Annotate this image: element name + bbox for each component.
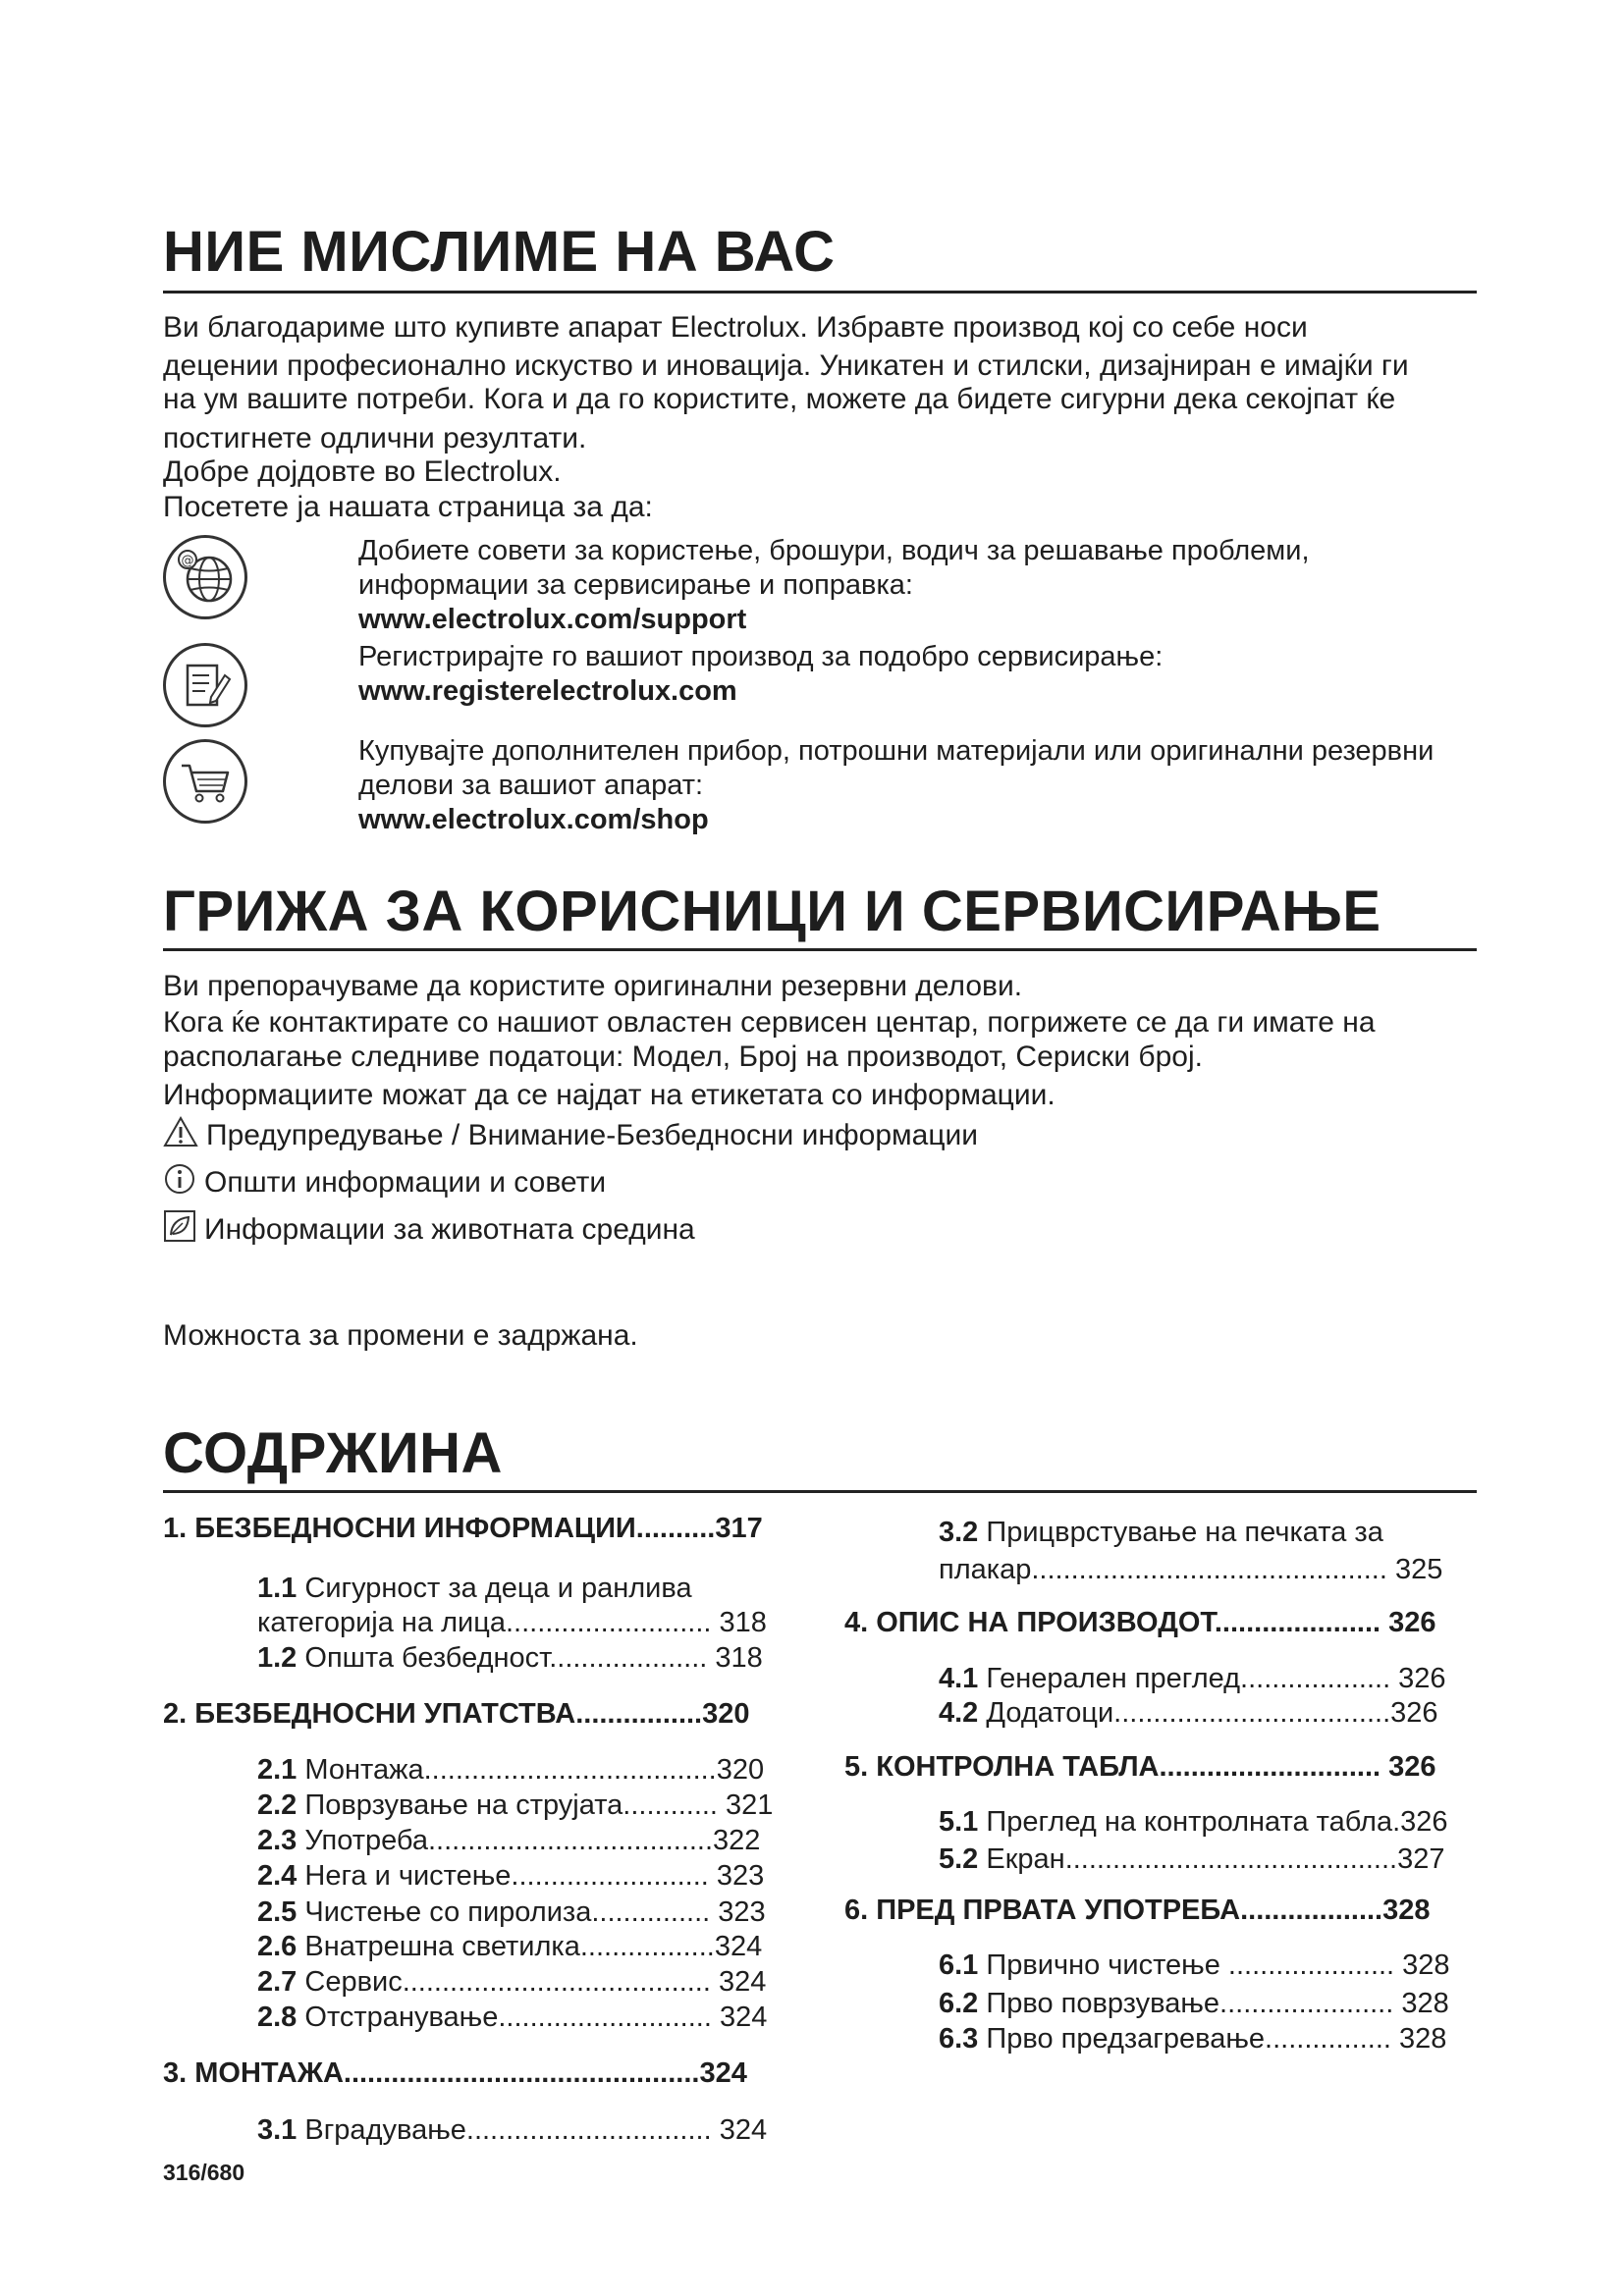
title-rule bbox=[163, 291, 1477, 294]
changes-notice: Можноста за промени е задржана. bbox=[163, 1319, 638, 1352]
toc-item-1-1[interactable] bbox=[257, 1572, 692, 1605]
title-rule bbox=[163, 948, 1477, 951]
toc-num: 2.8 bbox=[257, 2002, 298, 2033]
support-line-1: Добиете совети за користење, брошури, водич за решавање проблеми, bbox=[358, 535, 1310, 566]
toc-label: Сигурност за деца и ранлива bbox=[297, 1573, 692, 1604]
toc-num: 2.6 bbox=[257, 1931, 298, 1962]
support-line-2: информации за сервисирање и поправка: bbox=[358, 569, 913, 601]
register-url-link[interactable]: www.registerelectrolux.com bbox=[358, 675, 737, 707]
toc-num: 1.2 bbox=[257, 1642, 298, 1674]
toc-num: 4.2 bbox=[939, 1697, 979, 1729]
toc-item-6-1[interactable] bbox=[939, 1949, 1450, 1982]
intro-line-5: Добре дојдовте во Electrolux. bbox=[163, 455, 562, 488]
toc-item-2-3[interactable] bbox=[257, 1824, 760, 1857]
toc-num: 5.1 bbox=[939, 1806, 979, 1838]
toc-label: Екран..........................................327 bbox=[978, 1843, 1445, 1875]
section-title-we-think-of-you: НИЕ МИСЛИМЕ НА ВАС bbox=[163, 220, 836, 284]
register-line-1: Регистрирајте го вашиот производ за подобро сервисирање: bbox=[358, 641, 1164, 672]
toc-num: 2.2 bbox=[257, 1789, 298, 1821]
toc-label: Употреба....................................322 bbox=[297, 1825, 761, 1856]
cart-icon bbox=[163, 739, 247, 824]
toc-title: СОДРЖИНА bbox=[163, 1421, 503, 1485]
toc-label: Прицврстување на печката за bbox=[978, 1517, 1383, 1548]
toc-item-1-2[interactable] bbox=[257, 1641, 763, 1675]
toc-section-1[interactable]: 1. БЕЗБЕДНОСНИ ИНФОРМАЦИИ..........317 bbox=[163, 1513, 763, 1544]
info-icon bbox=[163, 1162, 196, 1196]
toc-num: 6.3 bbox=[939, 2023, 979, 2055]
toc-item-4-1[interactable] bbox=[939, 1662, 1446, 1695]
toc-num: 6.1 bbox=[939, 1949, 979, 1981]
toc-label: Прво поврзување...................... 328 bbox=[978, 1988, 1449, 2019]
toc-item-2-2[interactable] bbox=[257, 1789, 773, 1822]
toc-label: Генерален преглед................... 326 bbox=[978, 1663, 1446, 1694]
toc-item-6-2[interactable] bbox=[939, 1987, 1449, 2020]
intro-line-6: Посетете ја нашата страница за да: bbox=[163, 491, 653, 523]
page-number: 316/680 bbox=[163, 2160, 245, 2185]
toc-label: Вградување............................... 324 bbox=[297, 2114, 768, 2146]
toc-num: 2.4 bbox=[257, 1860, 298, 1892]
toc-label: Внатрешна светилка.................324 bbox=[297, 1931, 763, 1962]
toc-label: Отстранување........................... 324 bbox=[297, 2002, 768, 2033]
care-line-3: располагање следниве податоци: Модел, Број на производот, Сериски број. bbox=[163, 1041, 1203, 1073]
support-link-block bbox=[358, 534, 1310, 637]
toc-num: 5.2 bbox=[939, 1843, 979, 1875]
toc-section-3[interactable]: 3. МОНТАЖА.............................................324 bbox=[163, 2057, 747, 2089]
toc-section-5[interactable]: 5. КОНТРОЛНА ТАБЛА............................ 326 bbox=[844, 1751, 1436, 1783]
care-line-4: Информациите можат да се најдат на етикетата со информации. bbox=[163, 1079, 1056, 1111]
support-url-link[interactable]: www.electrolux.com/support bbox=[358, 604, 747, 635]
toc-item-3-2[interactable] bbox=[939, 1516, 1383, 1549]
toc-num: 2.7 bbox=[257, 1966, 298, 1998]
shop-line-1: Купувајте дополнителен прибор, потрошни материјали или оригинални резервни bbox=[358, 735, 1435, 767]
intro-line-2: децении професионално искуство и иновација. Уникатен и стилски, дизајниран е имајќи ги bbox=[163, 349, 1409, 382]
intro-line-3: на ум вашите потреби. Кога и да го користите, можете да бидете сигурни дека секојпат ќе bbox=[163, 383, 1396, 415]
toc-item-2-6[interactable] bbox=[257, 1930, 762, 1963]
legend-environment bbox=[163, 1209, 695, 1248]
toc-num: 2.1 bbox=[257, 1754, 298, 1786]
toc-item-3-2-cont[interactable]: плакар............................................. 325 bbox=[939, 1554, 1443, 1585]
toc-section-6[interactable]: 6. ПРЕД ПРВАТА УПОТРЕБА..................328 bbox=[844, 1895, 1431, 1926]
toc-section-4[interactable]: 4. ОПИС НА ПРОИЗВОДОТ..................... 326 bbox=[844, 1607, 1436, 1638]
svg-text:@: @ bbox=[181, 554, 194, 568]
toc-item-2-1[interactable] bbox=[257, 1753, 764, 1787]
toc-item-1-1-cont[interactable]: категорија на лица.......................... 318 bbox=[257, 1607, 767, 1638]
legend-info bbox=[163, 1162, 606, 1201]
toc-num: 2.5 bbox=[257, 1896, 298, 1928]
toc-num: 3.2 bbox=[939, 1517, 979, 1548]
section-title-customer-care: ГРИЖА ЗА КОРИСНИЦИ И СЕРВИСИРАЊЕ bbox=[163, 880, 1381, 943]
shop-url-link[interactable]: www.electrolux.com/shop bbox=[358, 804, 709, 835]
intro-line-4: постигнете одлични резултати. bbox=[163, 422, 587, 454]
title-rule bbox=[163, 1490, 1477, 1493]
toc-item-4-2[interactable] bbox=[939, 1696, 1438, 1730]
toc-label: Додатоци...................................326 bbox=[978, 1697, 1438, 1729]
intro-line-1: Ви благодариме што купивте апарат Electrolux. Избравте производ кој со себе носи bbox=[163, 311, 1308, 344]
toc-item-5-1[interactable] bbox=[939, 1805, 1448, 1839]
care-line-2: Кога ќе контактирате со нашиот овластен сервисен центар, погрижете се да ги имате на bbox=[163, 1006, 1376, 1039]
toc-label: Преглед на контролната табла.326 bbox=[978, 1806, 1448, 1838]
globe-icon bbox=[163, 535, 247, 619]
toc-item-2-5[interactable] bbox=[257, 1896, 766, 1929]
toc-section-2[interactable]: 2. БЕЗБЕДНОСНИ УПАТСТВА................320 bbox=[163, 1698, 750, 1730]
toc-label: Општа безбедност.................... 318 bbox=[297, 1642, 763, 1674]
toc-item-2-4[interactable] bbox=[257, 1859, 764, 1893]
toc-label: Нега и чистење......................... 323 bbox=[297, 1860, 765, 1892]
toc-num: 3.1 bbox=[257, 2114, 298, 2146]
toc-label: Сервис....................................... 324 bbox=[297, 1966, 767, 1998]
toc-label: Монтажа.....................................320 bbox=[297, 1754, 765, 1786]
toc-item-6-3[interactable] bbox=[939, 2022, 1446, 2056]
toc-item-3-1[interactable] bbox=[257, 2113, 767, 2147]
care-line-1: Ви препорачуваме да користите оригинални резервни делови. bbox=[163, 970, 1023, 1002]
toc-num: 1.1 bbox=[257, 1573, 298, 1604]
toc-label: Чистење со пиролиза............... 323 bbox=[297, 1896, 766, 1928]
toc-num: 2.3 bbox=[257, 1825, 298, 1856]
legend-warning bbox=[163, 1115, 978, 1153]
legend-info-text: Општи информации и совети bbox=[204, 1166, 607, 1199]
toc-item-5-2[interactable] bbox=[939, 1842, 1444, 1876]
legend-environment-text: Информации за животната средина bbox=[204, 1213, 695, 1246]
toc-label: Прво предзагревање................ 328 bbox=[978, 2023, 1447, 2055]
warning-icon bbox=[163, 1115, 198, 1148]
toc-item-2-8[interactable] bbox=[257, 2001, 767, 2034]
shop-link-block bbox=[358, 734, 1434, 837]
toc-num: 4.1 bbox=[939, 1663, 979, 1694]
toc-label: Првично чистење ..................... 328 bbox=[978, 1949, 1450, 1981]
legend-warning-text: Предупредување / Внимание-Безбедносни информации bbox=[206, 1119, 979, 1151]
toc-item-2-7[interactable] bbox=[257, 1965, 766, 1999]
toc-label: Поврзување на струјата............ 321 bbox=[297, 1789, 774, 1821]
register-icon bbox=[163, 643, 247, 727]
shop-line-2: делови за вашиот апарат: bbox=[358, 770, 704, 801]
toc-num: 6.2 bbox=[939, 1988, 979, 2019]
leaf-icon bbox=[163, 1209, 196, 1243]
register-link-block bbox=[358, 640, 1163, 709]
